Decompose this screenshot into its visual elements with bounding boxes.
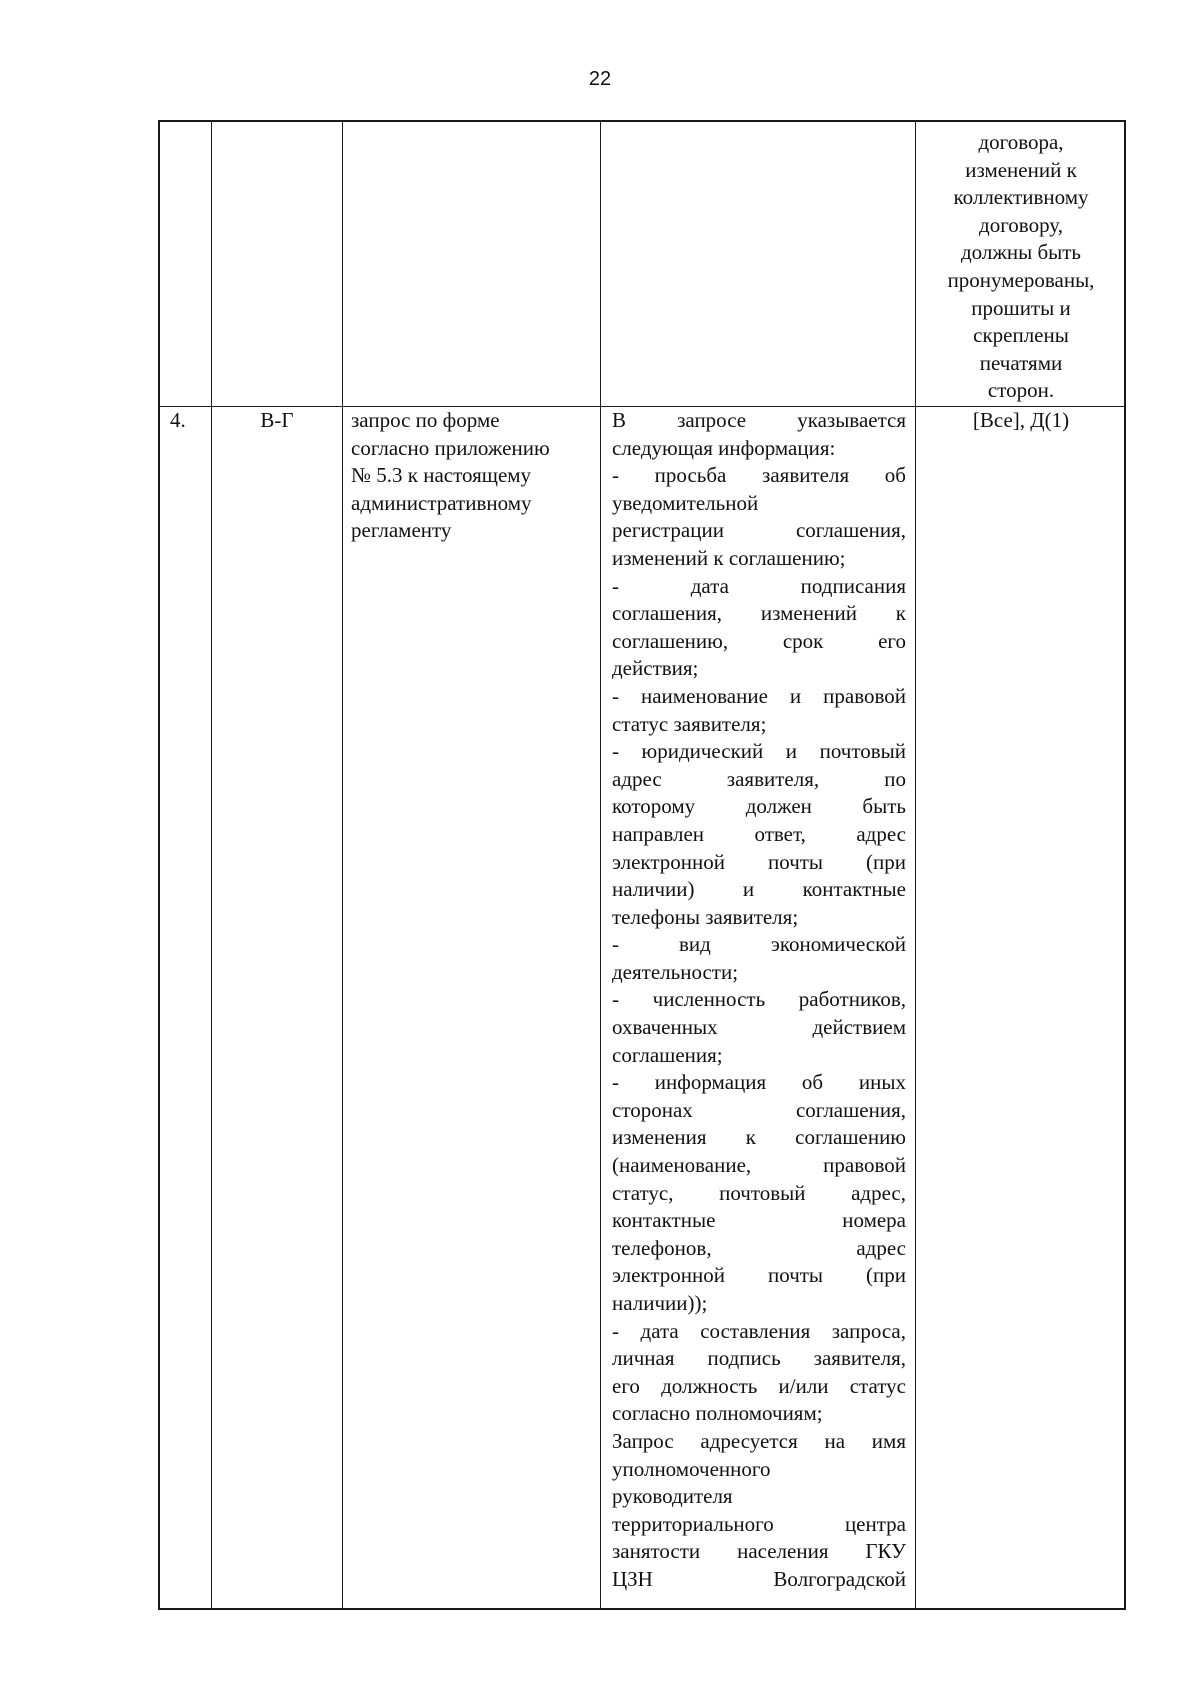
text-line: его должность и/или статус	[612, 1373, 906, 1398]
text-line: - просьба заявителя об	[612, 463, 906, 488]
text-line: статус, почтовый адрес,	[612, 1180, 906, 1205]
text-line: договору,	[979, 212, 1063, 237]
text-line: телефонов, адрес	[612, 1235, 906, 1260]
applicant-category-code: В-Г	[260, 408, 294, 432]
text-line: - дата составления запроса,	[612, 1318, 906, 1343]
text-line: запрос по форме	[351, 408, 500, 432]
text-line: руководителя	[612, 1484, 733, 1509]
text-line: соглашения, изменений к	[612, 601, 906, 626]
text-line: скреплены	[973, 323, 1069, 348]
text-line: - дата подписания	[612, 573, 906, 598]
row-number: 4.	[170, 408, 186, 432]
text-line: территориального центра	[612, 1511, 906, 1536]
text-line: - юридический и почтовый	[612, 739, 906, 764]
column-divider	[600, 122, 601, 1608]
text-line: наличии) и контактные	[612, 877, 906, 902]
column-divider	[211, 122, 212, 1608]
text-line: телефоны заявителя;	[612, 904, 799, 929]
text-line: согласно приложению	[351, 435, 550, 460]
document-name	[351, 407, 596, 545]
text-line: административному	[351, 490, 532, 515]
text-line: коллективному	[953, 185, 1089, 210]
text-line: статус заявителя;	[612, 711, 767, 736]
text-line: сторон.	[987, 378, 1055, 403]
text-line: В запросе указывается	[612, 408, 906, 432]
text-line: (наименование, правовой	[612, 1153, 906, 1178]
text-line: которому должен быть	[612, 794, 906, 819]
text-line: адрес заявителя, по	[612, 766, 906, 791]
text-line: согласно полномочиям;	[612, 1401, 823, 1426]
text-line: изменения к соглашению	[612, 1125, 906, 1150]
text-line: наличии));	[612, 1291, 708, 1315]
text-line: занятости населения ГКУ	[612, 1539, 906, 1564]
requirements-table	[158, 120, 1126, 1610]
text-line: охваченных действием	[612, 1015, 906, 1040]
page-number: 22	[588, 68, 612, 90]
continued-requirement-text	[918, 129, 1124, 405]
text-line: следующая информация:	[612, 435, 836, 460]
text-line: регистрации соглашения,	[612, 518, 906, 543]
text-line: - численность работников,	[612, 987, 906, 1012]
text-line: прошиты и	[971, 295, 1071, 320]
text-line: пронумерованы,	[947, 267, 1095, 292]
column-divider	[342, 122, 343, 1608]
text-line: действия;	[612, 656, 699, 681]
text-line: № 5.3 к настоящему	[351, 463, 532, 488]
text-line: соглашению, срок его	[612, 628, 906, 653]
text-line: ЦЗН Волгоградской	[612, 1566, 906, 1591]
text-line: электронной почты (при	[612, 849, 906, 874]
text-line: деятельности;	[612, 959, 739, 984]
text-line: договора,	[978, 130, 1064, 154]
text-line: контактные номера	[612, 1208, 906, 1233]
column-divider	[915, 122, 916, 1608]
text-line: - вид экономической	[612, 932, 906, 957]
text-line: личная подпись заявителя,	[612, 1346, 906, 1371]
text-line: изменений к соглашению;	[612, 545, 846, 570]
text-line: направлен ответ, адрес	[612, 821, 906, 846]
text-line: изменений к	[965, 157, 1077, 182]
text-line: должны быть	[960, 240, 1082, 265]
document-requirements	[612, 407, 906, 1594]
text-line: сторонах соглашения,	[612, 1097, 906, 1122]
text-line: уведомительной	[612, 490, 759, 515]
text-line: печатями	[979, 350, 1063, 375]
text-line: соглашения;	[612, 1042, 723, 1067]
text-line: электронной почты (при	[612, 1263, 906, 1288]
submission-conditions: [Все], Д(1)	[972, 408, 1070, 432]
text-line: Запрос адресуется на имя	[612, 1428, 906, 1453]
text-line: - наименование и правовой	[612, 683, 906, 708]
text-line: - информация об иных	[612, 1070, 906, 1095]
text-line: уполномоченного	[612, 1456, 771, 1481]
text-line: регламенту	[351, 518, 452, 543]
